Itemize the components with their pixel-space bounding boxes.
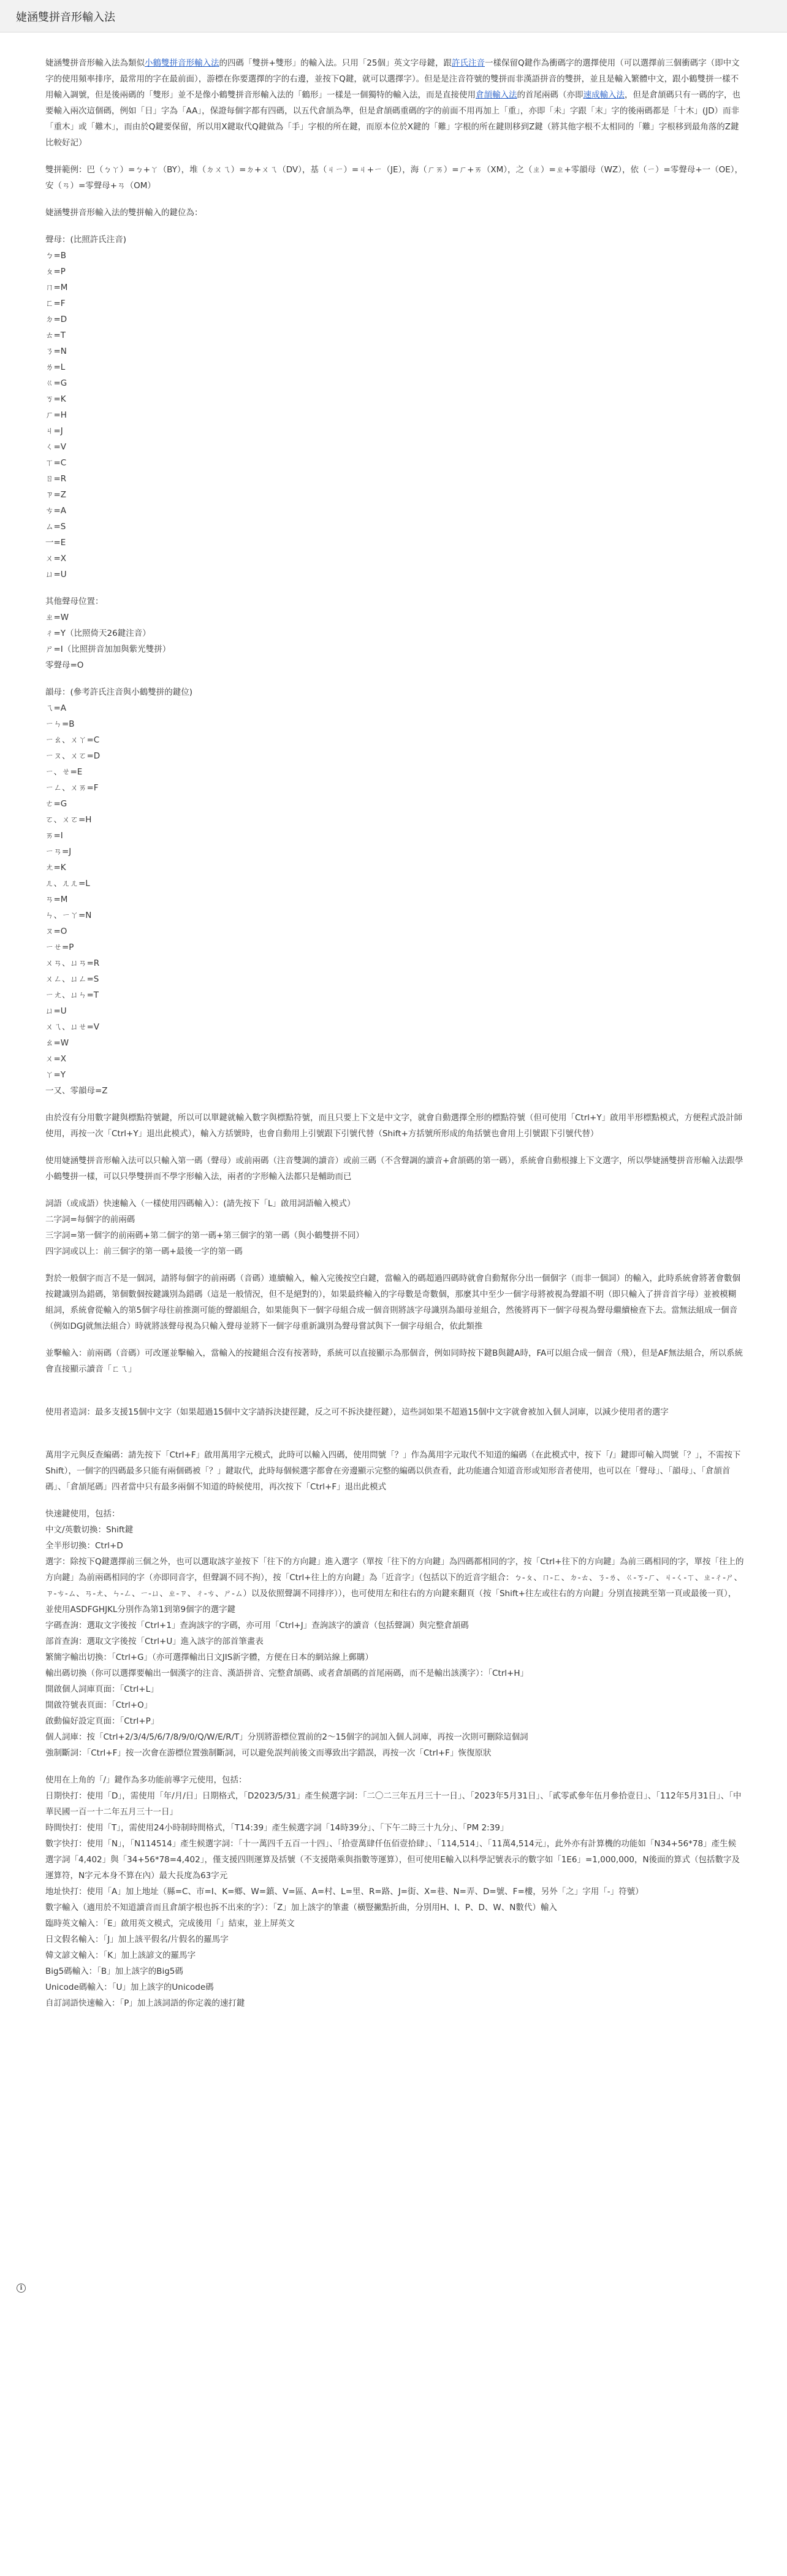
initial-key-mapping: ㄙ=S (45, 522, 66, 532)
final-key-mapping: ㄢ=M (45, 895, 68, 904)
final-key-mapping: ㄤ=K (45, 863, 66, 873)
shortcut-item: 開啟個人詞庫頁面：「Ctrl+L」 (45, 1684, 159, 1694)
initial-key-mapping: ㄘ=A (45, 506, 67, 516)
initial-key-mapping: ㄌ=L (45, 362, 66, 372)
shortcut-item: 字碼查詢：選取文字後按「Ctrl+1」查詢該字的字碼，亦可用「Ctrl+J」查詢該字的讀音（包括聲調）與完整倉頡碼 (45, 1621, 469, 1630)
example-paragraph: 雙拼範例：巴（ㄅㄚ）=ㄅ+ㄚ（BY），堆（ㄉㄨㄟ）=ㄉ+ㄨㄟ（DV），基（ㄐㄧ）=ㄐ+ㄧ（JE），海（ㄏㄞ）=ㄏ+ㄞ（XM），之（ㄓ）=ㄓ+零韻母（WZ），依（ㄧ）=零聲母+一（OE），安（ㄢ）=零聲母+ㄢ（OM） (45, 165, 743, 191)
link-sucheng[interactable]: 速成輸入法 (583, 90, 625, 100)
typing-paragraph: 由於沒有分用數字鍵與標點符號鍵，所以可以單鍵就輸入數字與標點符號，而且只要上下文是中文字，就會自動選擇全形的標點符號（但可使用「Ctrl+Y」啟用半形標點模式，方便程式設計師使用，再按一次「Ctrl+Y」退出此模式），輸入方括號時，也會自動用上引號跟下引號代替（Shift+方括號所形成的角括號也會用上引號跟下引號代替） (45, 1113, 743, 1139)
shortcut-item: 中文/英數切換：Shift鍵 (45, 1525, 134, 1535)
shortcut-item: 開啟符號表頁面：「Ctrl+O」 (45, 1700, 153, 1710)
initial-key-mapping: ㄇ=M (45, 283, 68, 292)
final-key-mapping: ㄧㄝ=P (45, 942, 74, 952)
link-xushi-zhuyin[interactable]: 許氏注音 (452, 58, 485, 68)
prefix-function-item: 數字快打：使用「N」，「N114514」產生候選字詞：「十一萬四千五百一十四」、「拾壹萬肆仟伍佰壹拾肆」、「114,514」、「11萬4,514元」，此外亦有計算機的功能如「N34+56*78」產生候選字詞「4,402」與「34+56*78=4,402」，僅支援四則運算及括號（不支援階乘與指數等運算），但可使用E輸入以科學記號表示的數字如「1E6」=1,000,000，N後面的算式（包括數字及運算符，N字元本身不算在內）最大長度為63字元 (45, 1839, 740, 1881)
initial-key-mapping: ㄍ=G (45, 378, 67, 388)
intro-paragraph: 婕涵雙拼音形輸入法為類似小鶴雙拼音形輸入法的四碼「雙拼+雙形」的輸入法。只用「25個」英文字母鍵，跟許氏注音一樣保留Q鍵作為衝碼字的選擇使用（可以選擇前三個衝碼字（即中文字的使用頻率排序，最常用的字在最前面），游標在你要選擇的字的右邊，並按下Q鍵，就可以選擇字）。但是是注音符號的雙拼而非漢語拼音的雙拼，並且是輸入繁體中文，跟小鶴雙拼一樣不用輸入調號，但是後兩碼的「雙形」並不是像小鶴雙拼音形輸入法的「鶴形」一樣是一個獨特的輸入法，而是直接使用倉頡輸入法的首尾兩碼（亦即速成輸入法，但是倉頡碼只有一碼的字，也要輸入兩次這個碼，例如「日」字為「AA」，保證每個字都有四碼，以五代倉頡為準，但是倉頡碼重碼的字的前面不用再加上「重」，亦即「未」字跟「末」字的後兩碼都是「十木」(JD）而非「重木」或「難木」，而由於Q鍵要保留，所以用X鍵取代Q鍵做為「手」字根的所在鍵，而原本位於X鍵的「難」字根的所在鍵則移到Z鍵（將其他字根不太相同的「難」字根移到最角落的Z鍵比較好記） (45, 58, 740, 148)
final-key-mapping: ㄧ、ㄝ=E (45, 767, 83, 777)
shortcut-item: 選字：除按下Q鍵選擇前三個之外，也可以選取該字並按下「往下的方向鍵」進入選字（單按「往下的方向鍵」為四碼都相同的字，按「Ctrl+往下的方向鍵」為前三碼相同的字，單按「往上的方向鍵」為前兩碼相同的字（亦即同音字，但聲調不同不拘），按「Ctrl+往上的方向鍵」為「近音字」（包括以下的近音字組合：ㄅ-ㄆ、ㄇ-ㄈ、ㄉ-ㄊ、ㄋ-ㄌ、ㄍ-ㄎ-ㄏ、ㄐ-ㄑ-ㄒ、ㄓ-ㄔ-ㄕ、ㄗ-ㄘ-ㄙ、ㄢ-ㄤ、ㄣ-ㄥ、ㄧ-ㄩ、ㄓ-ㄗ、ㄔ-ㄘ、ㄕ-ㄙ）以及依照聲調不同排序）），也可使用左和往右的方向鍵來翻頁（按「Shift+往左或往右的方向鍵」分別直接跳至第一頁或最後一頁），並使用ASDFGHJKL分別作為第1到第9個字的選字鍵 (45, 1557, 744, 1615)
shortcut-item: 強制斷詞：「Ctrl+F」按一次會在游標位置強制斷詞，可以避免誤判前後文而導致出字錯誤，再按一次「Ctrl+F」恢復原狀 (45, 1748, 492, 1758)
initials-list (45, 232, 744, 583)
prefix-function-item: 時間快打：使用「T」，需使用24小時制時間格式，「T14:39」產生候選字詞「14時39分」、「下午二時三十九分」、「PM 2:39」 (45, 1823, 509, 1833)
link-cangjie[interactable]: 倉頡輸入法 (476, 90, 517, 100)
initial-key-mapping: ㄅ=B (45, 251, 67, 261)
finals-list (45, 684, 744, 1099)
shortcuts-title: 快速鍵使用，包括： (45, 1509, 120, 1519)
initial-key-mapping: ㄈ=F (45, 299, 66, 308)
final-key-mapping: ㄨㄥ、ㄩㄥ=S (45, 974, 99, 984)
initial-key-mapping: ㄆ=P (45, 267, 66, 277)
shortcut-item: 全半形切換：Ctrl+D (45, 1541, 123, 1551)
shortcut-item: 繁簡字輸出切換：「Ctrl+G」（亦可選擇輸出日文JIS新字體，方便在日本的網站線上郵購） (45, 1653, 373, 1662)
final-key-mapping: ㄧㄢ=J (45, 847, 72, 857)
initial-key-mapping: ㄒ=C (45, 458, 67, 468)
final-key-mapping: ㄧㄣ=B (45, 719, 75, 729)
other-initial-mapping: ㄔ=Y（比照倚天26鍵注音） (45, 629, 151, 638)
prefix-function-item: Unicode碼輸入：「U」加上該字的Unicode碼 (45, 1982, 214, 1992)
initial-key-mapping: ㄗ=Z (45, 490, 67, 500)
user-words-paragraph: 使用者造詞：最多支援15個中文字（如果超過15個中文字請拆決捷徑鍵，反之可不拆決捷徑鍵），這些詞如果不超過15個中文字就會被加入個人詞庫，以減少使用者的選字 (45, 1407, 669, 1417)
final-key-mapping: ㄞ=I (45, 831, 63, 841)
simple-input-paragraph: 使用婕涵雙拼音形輸入法可以只輸入第一碼（聲母）或前兩碼（注音雙調的讀音）或前三碼（不含聲調的讀音+倉頡碼的第一碼），系統會自動根據上下文選字，所以學婕涵雙拼音形輸入法跟學小鶴雙拼一樣，可以只學雙拼而不學字形輸入法，兩者的字形輸入法都只是輔助而已 (45, 1156, 743, 1182)
shortcuts-list (45, 1506, 744, 1761)
prefix-function-item: 韓文諺文輸入：「K」加上該諺文的羅馬字 (45, 1951, 196, 1960)
final-key-mapping: ㄜ=G (45, 799, 67, 809)
final-key-mapping: ㄧㄡ、ㄨㄛ=D (45, 751, 101, 761)
final-key-mapping: ㄧㄤ、ㄩㄣ=T (45, 990, 99, 1000)
prefix-function-item: 日文假名輸入：「J」加上該平假名/片假名的羅馬字 (45, 1935, 229, 1944)
phrase-rule: 四字詞或以上：前三個字的第一碼+最後一字的第一碼 (45, 1247, 243, 1256)
shortcut-item: 個人詞庫：按「Ctrl+2/3/4/5/6/7/8/9/0/Q/W/E/R/T」分別將游標位置前的2〜15個字的詞加入個人詞庫，再按一次則可刪除這個詞 (45, 1732, 528, 1742)
article-body (45, 55, 744, 2022)
link-xiaohe-shuangpin[interactable]: 小鶴雙拼音形輸入法 (145, 58, 219, 68)
dual-key-paragraph: 並擊輸入：前兩碼（音碼）可改運並擊輸入，當輸入的按鍵組合沒有按著時，系統可以直接顯示為那個音，例如同時按下鍵B與鍵A時，FA可以組合成一個音（飛），但是AF無法組合，所以系統會直接顯示讀音「ㄈㄟ」 (45, 1348, 743, 1374)
initial-key-mapping: ㄑ=V (45, 442, 67, 452)
final-key-mapping: ㄧㄠ、ㄨㄚ=C (45, 735, 100, 745)
prefix-function-item: 數字輸入（適用於不知道讀音而且倉頡字根也拆不出來的字）：「Z」加上該字的筆畫（橫豎撇點折曲，分別用H、I、P、D、W、N數代）輸入 (45, 1903, 557, 1913)
final-key-mapping: ㄨㄢ、ㄩㄢ=R (45, 958, 100, 968)
final-key-mapping: 一又、零韻母=Z (45, 1086, 108, 1096)
final-key-mapping: ㄣ、ㄧㄚ=N (45, 911, 92, 920)
initial-key-mapping: ㄉ=D (45, 315, 67, 324)
shortcut-item: 輸出碼切換（你可以選擇要輸出一個漢字的注音、漢語拼音、完整倉頡碼、或者倉頡碼的首尾兩碼，而不是輸出該漢字）：「Ctrl+H」 (45, 1668, 528, 1678)
other-initial-mapping: ㄕ=I（比照拼音加加與紫光雙拼） (45, 644, 171, 654)
final-key-mapping: ㄠ=W (45, 1038, 69, 1048)
final-key-mapping: ㄛ、ㄨㄛ=H (45, 815, 92, 825)
prefix-function-item: 自訂詞語快速輸入：「P」加上該詞語的你定義的速打鍵 (45, 1998, 245, 2008)
final-key-mapping: ㄟ=A (45, 703, 67, 713)
initials-title: 聲母：(比照許氏注音) (45, 235, 127, 245)
phrase-rule: 三字詞=第一個字的前兩碼+第二個字的第一碼+第三個字的第一碼（與小鶴雙拼不同） (45, 1231, 364, 1240)
page-header (0, 0, 787, 32)
other-initials-list (45, 594, 744, 673)
final-key-mapping: ㄨㄟ、ㄩㄝ=V (45, 1022, 100, 1032)
prefix-function-item: 地址快打：使用「A」加上地址（縣=C、市=I、K=鄉、W=鎮、V=區、A=村、L=里、R=路、J=街、X=巷、N=弄、D=號、F=樓，另外「之」字用「-」符號） (45, 1887, 644, 1897)
prefix-function-item: 臨時英文輸入：「E」啟用英文模式，完成後用「」結束，並上屏英文 (45, 1919, 295, 1928)
info-icon[interactable]: i (17, 2284, 26, 2293)
final-key-mapping: ㄩ=U (45, 1006, 67, 1016)
final-key-mapping: ㄧㄥ、ㄨㄞ=F (45, 783, 99, 793)
page-title: 婕涵雙拼音形輸入法 (16, 11, 115, 24)
keyboard-title: 婕涵雙拼音形輸入法的雙拼輸入的鍵位為： (45, 208, 203, 218)
initial-key-mapping: ㄋ=N (45, 346, 67, 356)
finals-title: 韻母：(參考許氏注音與小鶴雙拼的鍵位) (45, 687, 193, 697)
shortcut-item: 啟動偏好設定頁面：「Ctrl+P」 (45, 1716, 159, 1726)
initial-key-mapping: ㄩ=U (45, 570, 67, 579)
final-key-mapping: ㄚ=Y (45, 1070, 66, 1080)
wildcard-paragraph: 萬用字元與反查編碼：請先按下「Ctrl+F」啟用萬用字元模式，此時可以輸入四碼，使用問號「？」作為萬用字元取代不知道的編碼（在此模式中，按下「/」鍵即可輸入問號「？」，不需按下Shift），一個字的四碼最多只能有兩個碼被「？」鍵取代，此時每個候選字都會在旁邊顯示完整的編碼以供查看，此功能適合知道音形或知形音者使用，也可以在「聲母」、「韻母」、「倉頡首碼」、「倉頡尾碼」四者當中只有最多兩個不知道的時候使用，再次按下「Ctrl+F」退出此模式 (45, 1450, 741, 1492)
prefix-function-item: Big5碼輸入：「B」加上該字的Big5碼 (45, 1966, 183, 1976)
other-initial-mapping: ㄓ=W (45, 613, 69, 622)
initial-key-mapping: ㄊ=T (45, 331, 66, 340)
phrase-list (45, 1196, 744, 1259)
initial-key-mapping: ㄎ=K (45, 394, 66, 404)
other-initial-mapping: 零聲母=O (45, 660, 84, 670)
initial-key-mapping: 一=E (45, 538, 66, 548)
phrase-title: 詞語（或成語）快速輸入（一樣使用四碼輸入）：(請先按下「L」啟用詞語輸入模式） (45, 1199, 355, 1209)
initial-key-mapping: ㄏ=H (45, 410, 67, 420)
initial-key-mapping: ㄖ=R (45, 474, 67, 484)
phrase-rule: 二字詞=每個字的前兩碼 (45, 1215, 135, 1225)
prefix-function-item: 日期快打：使用「D」，需使用「年/月/日」日期格式，「D2023/5/31」產生候選字詞：「二〇二三年五月三十一日」、「2023年5月31日」、「貳零貳參年伍月參拾壹日」、「112年5月31日」、「中華民國一百一十二年五月三十一日」 (45, 1791, 742, 1817)
initial-key-mapping: ㄨ=X (45, 554, 67, 564)
other-initials-title: 其他聲母位置： (45, 597, 104, 606)
shortcut-item: 部首查詢：選取文字後按「Ctrl+U」進入該字的部首筆畫表 (45, 1637, 264, 1646)
initial-key-mapping: ㄐ=J (45, 426, 63, 436)
prefix-list (45, 1772, 744, 2011)
nonphrase-paragraph: 對於一般個字而言不是一個詞，請將每個字的前兩碼（音碼）連續輸入，輸入完後按空白鍵，當輸入的碼超過四碼時就會自動幫你分出一個個字（而非一個詞）的輸入，此時系統會將著會數個按鍵識別為錯碼，第個數個按鍵識別為錯碼（這是一般情況，但不是絕對的），如果最終輸入的字母數是奇數個，那麼其中至少一個字母將被視為聲韻不明（即只輸入了拼音首字母）並被模糊組詞，系統會從輸入的第5個字母往前推測可能的聲韻組合，如果能與下一個字母組合成一個音則將該字母識別為韻母並組合，然後將再下一個字母視為聲母繼續檢查下去。當無法組成一個音（例如DGJ就無法組合）時就將該聲母視為只輸入聲母並將下一個字母重新識別為聲母嘗試與下一個字母組合，依此類推 (45, 1274, 740, 1331)
prefix-title: 使用在上角的「/」鍵作為多功能前導字元使用，包括： (45, 1775, 247, 1785)
final-key-mapping: ㄨ=X (45, 1054, 67, 1064)
final-key-mapping: ㄦ、ㄦㄦ=L (45, 879, 90, 889)
final-key-mapping: ㄡ=O (45, 927, 67, 936)
